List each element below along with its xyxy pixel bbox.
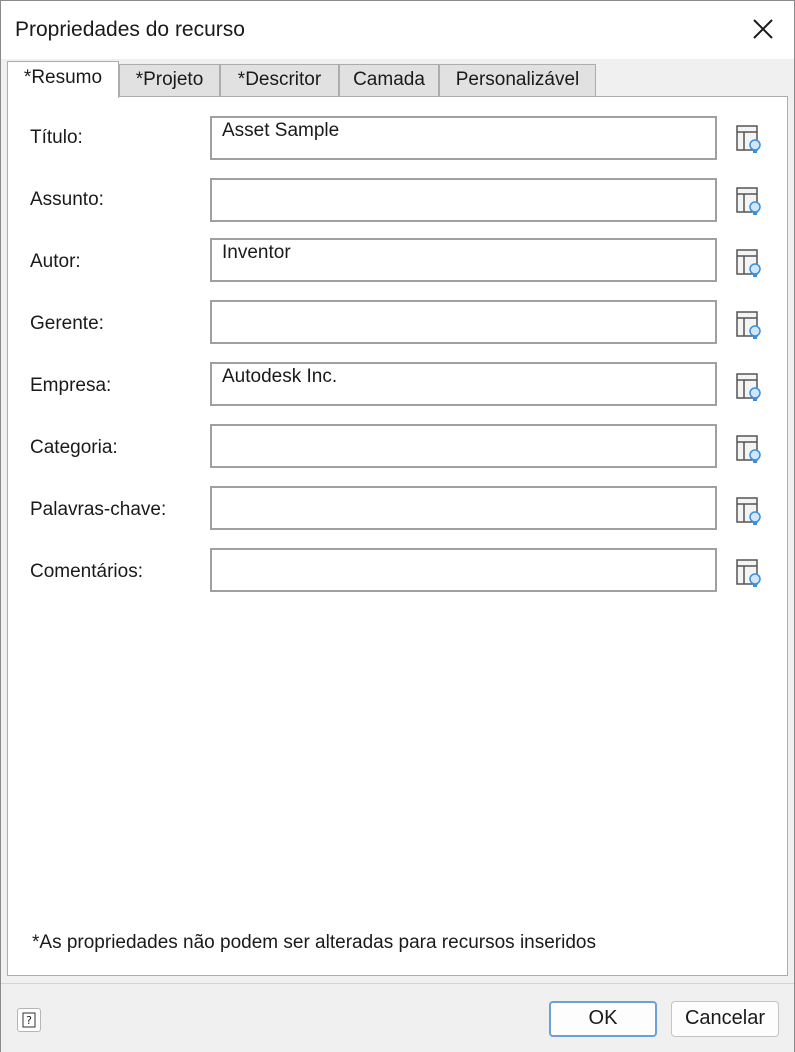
keywords-property-button[interactable] [731, 494, 765, 528]
title-property-button[interactable] [731, 122, 765, 156]
comments-label: Comentários: [30, 561, 143, 582]
dialog-footer [1, 983, 794, 1052]
subject-label: Assunto: [30, 189, 104, 210]
cancel-button[interactable]: Cancelar [671, 1001, 779, 1037]
manager-label: Gerente: [30, 313, 104, 334]
property-mapping-icon [731, 494, 765, 528]
tab-camada[interactable]: Camada [339, 64, 439, 96]
property-mapping-icon [731, 122, 765, 156]
property-mapping-icon [731, 556, 765, 590]
tab-projeto[interactable]: *Projeto [119, 64, 220, 96]
comments-field[interactable] [210, 548, 717, 592]
title-bar [1, 1, 794, 59]
dialog-title: Propriedades do recurso [15, 18, 245, 41]
manager-property-button[interactable] [731, 308, 765, 342]
manager-field[interactable] [210, 300, 717, 344]
tab-resumo[interactable]: *Resumo [7, 61, 119, 98]
ok-button[interactable]: OK [549, 1001, 657, 1037]
company-field[interactable]: Autodesk Inc. [210, 362, 717, 406]
tab-personalizavel[interactable]: Personalizável [439, 64, 596, 96]
property-mapping-icon [731, 370, 765, 404]
company-label: Empresa: [30, 375, 112, 396]
author-property-button[interactable] [731, 246, 765, 280]
author-label: Autor: [30, 251, 81, 272]
help-icon [18, 1009, 40, 1031]
close-button[interactable] [750, 16, 776, 42]
company-property-button[interactable] [731, 370, 765, 404]
property-mapping-icon [731, 432, 765, 466]
close-icon [750, 16, 776, 42]
summary-panel [7, 96, 788, 976]
author-field[interactable]: Inventor [210, 238, 717, 282]
category-property-button[interactable] [731, 432, 765, 466]
property-mapping-icon [731, 246, 765, 280]
category-field[interactable] [210, 424, 717, 468]
svg-text:?: ? [26, 1014, 32, 1027]
tab-descritor[interactable]: *Descritor [220, 64, 339, 96]
title-field[interactable]: Asset Sample [210, 116, 717, 160]
property-mapping-icon [731, 308, 765, 342]
property-mapping-icon [731, 184, 765, 218]
subject-property-button[interactable] [731, 184, 765, 218]
comments-property-button[interactable] [731, 556, 765, 590]
subject-field[interactable] [210, 178, 717, 222]
keywords-field[interactable] [210, 486, 717, 530]
keywords-label: Palavras-chave: [30, 499, 167, 520]
title-label: Título: [30, 127, 83, 148]
category-label: Categoria: [30, 437, 118, 458]
read-only-note: *As propriedades não podem ser alteradas para recursos inseridos [32, 932, 596, 953]
tab-strip [1, 59, 794, 97]
help-button[interactable] [17, 1008, 41, 1032]
